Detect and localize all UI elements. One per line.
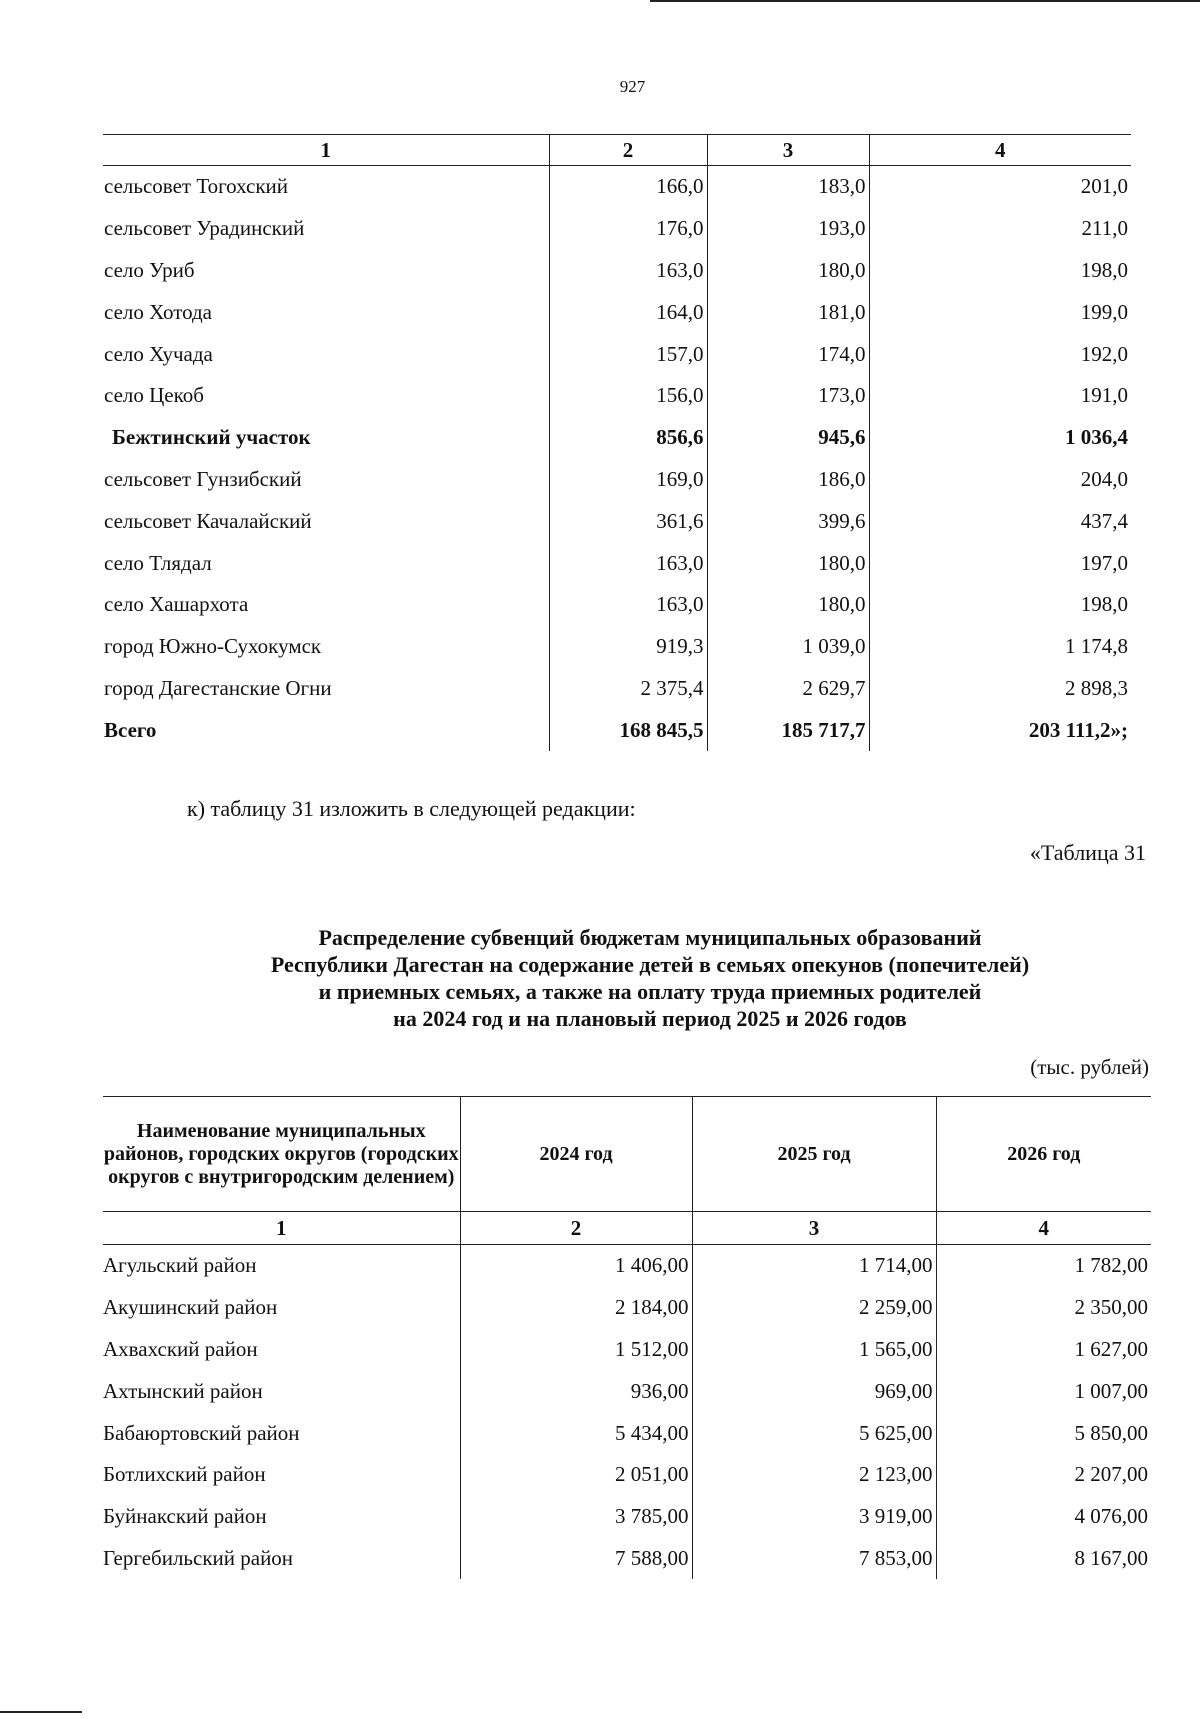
table-title	[180, 924, 1120, 1032]
table-row	[103, 1245, 1151, 1287]
table-row	[103, 1329, 1151, 1371]
table-continuation	[103, 134, 1131, 751]
value-2026: 4 076,00	[936, 1496, 1151, 1538]
row-name: Акушинский район	[103, 1295, 278, 1320]
row-name: Ахвахский район	[103, 1336, 258, 1361]
row-name: город Дагестанские Огни	[104, 675, 332, 700]
value-2025: 174,0	[707, 333, 869, 375]
row-name: село Хотода	[104, 299, 212, 324]
header-name: Наименование муниципальных районов, городских округов (городских округов с внутригородским делением)	[103, 1097, 460, 1212]
value-2024: 361,6	[549, 500, 707, 542]
value-2025: 2 123,00	[692, 1454, 936, 1496]
row-name: Ботлихский район	[103, 1462, 266, 1487]
table-row	[103, 584, 1131, 626]
value-2025: 185 717,7	[707, 709, 869, 751]
value-2025: 180,0	[707, 542, 869, 584]
value-2024: 7 588,00	[460, 1538, 692, 1580]
column-number-row	[103, 135, 1131, 166]
header-2026: 2026 год	[936, 1097, 1151, 1212]
value-2025: 180,0	[707, 584, 869, 626]
table-row	[103, 1538, 1151, 1580]
col-number: 2	[549, 135, 707, 166]
row-name: сельсовет Качалайский	[104, 508, 312, 533]
value-2025: 5 625,00	[692, 1412, 936, 1454]
table-row	[103, 208, 1131, 250]
row-name: Гергебильский район	[103, 1545, 294, 1570]
value-2024: 5 434,00	[460, 1412, 692, 1454]
title-line: Распределение субвенций бюджетам муниципальных образований	[318, 925, 982, 950]
value-2026: 5 850,00	[936, 1412, 1151, 1454]
value-2024: 3 785,00	[460, 1496, 692, 1538]
header-2025: 2025 год	[692, 1097, 936, 1212]
table-row	[103, 1412, 1151, 1454]
value-2026: 8 167,00	[936, 1538, 1151, 1580]
table-row	[103, 166, 1131, 208]
value-2025: 193,0	[707, 208, 869, 250]
row-name: сельсовет Урадинский	[104, 216, 305, 241]
value-2026: 2 898,3	[869, 668, 1131, 710]
value-2024: 1 406,00	[460, 1245, 692, 1287]
table-row	[103, 542, 1131, 584]
row-name: село Уриб	[104, 257, 195, 282]
value-2026: 204,0	[869, 459, 1131, 501]
value-2025: 3 919,00	[692, 1496, 936, 1538]
value-2026: 198,0	[869, 584, 1131, 626]
bottom-rule	[0, 1711, 82, 1713]
table-row	[103, 375, 1131, 417]
value-2026: 2 207,00	[936, 1454, 1151, 1496]
value-2024: 2 184,00	[460, 1287, 692, 1329]
value-2024: 2 375,4	[549, 668, 707, 710]
value-2026: 203 111,2»;	[869, 709, 1131, 751]
value-2024: 163,0	[549, 542, 707, 584]
amendment-paragraph: к) таблицу 31 изложить в следующей редакции:	[187, 796, 636, 821]
value-2025: 1 565,00	[692, 1329, 936, 1371]
value-2026: 1 174,8	[869, 626, 1131, 668]
value-2026: 192,0	[869, 333, 1131, 375]
value-2026: 1 007,00	[936, 1370, 1151, 1412]
value-2026: 191,0	[869, 375, 1131, 417]
value-2026: 1 627,00	[936, 1329, 1151, 1371]
row-name: Бабаюртовский район	[103, 1420, 300, 1445]
table-row	[103, 250, 1131, 292]
col-number: 1	[103, 1212, 460, 1245]
table-row	[103, 1370, 1151, 1412]
row-name: село Цекоб	[104, 383, 204, 408]
value-2025: 945,6	[707, 417, 869, 459]
value-2024: 2 051,00	[460, 1454, 692, 1496]
value-2026: 1 782,00	[936, 1245, 1151, 1287]
table-row	[103, 668, 1131, 710]
column-number-row	[103, 1212, 1151, 1245]
table-row	[103, 333, 1131, 375]
value-2024: 156,0	[549, 375, 707, 417]
page-number: 927	[619, 77, 646, 96]
title-line: и приемных семьях, а также на оплату труда приемных родителей	[318, 979, 982, 1004]
value-2024: 168 845,5	[549, 709, 707, 751]
col-number: 1	[103, 135, 549, 166]
col-number: 3	[707, 135, 869, 166]
value-2024: 163,0	[549, 584, 707, 626]
value-2024: 169,0	[549, 459, 707, 501]
top-rule	[650, 0, 1200, 2]
row-name: село Тлядал	[104, 550, 212, 575]
table-row-subtotal	[103, 417, 1131, 459]
row-name: Агульский район	[103, 1253, 257, 1278]
row-name: Буйнакский район	[103, 1504, 267, 1529]
value-2025: 2 629,7	[707, 668, 869, 710]
col-number: 2	[460, 1212, 692, 1245]
value-2024: 166,0	[549, 166, 707, 208]
value-2026: 201,0	[869, 166, 1131, 208]
value-2025: 183,0	[707, 166, 869, 208]
table-row	[103, 459, 1131, 501]
value-2024: 163,0	[549, 250, 707, 292]
table-label: «Таблица 31	[1029, 840, 1146, 865]
value-2024: 1 512,00	[460, 1329, 692, 1371]
value-2024: 157,0	[549, 333, 707, 375]
value-2026: 2 350,00	[936, 1287, 1151, 1329]
table-row	[103, 1287, 1151, 1329]
value-2025: 181,0	[707, 291, 869, 333]
value-2026: 199,0	[869, 291, 1131, 333]
row-name: село Хашархота	[104, 592, 249, 617]
value-2026: 211,0	[869, 208, 1131, 250]
value-2026: 198,0	[869, 250, 1131, 292]
value-2025: 173,0	[707, 375, 869, 417]
value-2025: 180,0	[707, 250, 869, 292]
value-2025: 2 259,00	[692, 1287, 936, 1329]
table-row	[103, 626, 1131, 668]
value-2024: 936,00	[460, 1370, 692, 1412]
value-2025: 186,0	[707, 459, 869, 501]
row-name: сельсовет Тогохский	[104, 174, 289, 199]
value-2024: 164,0	[549, 291, 707, 333]
value-2024: 176,0	[549, 208, 707, 250]
table-row	[103, 1496, 1151, 1538]
value-2026: 1 036,4	[869, 417, 1131, 459]
table-row	[103, 1454, 1151, 1496]
value-2025: 969,00	[692, 1370, 936, 1412]
row-name: Ахтынский район	[103, 1378, 263, 1403]
value-2026: 197,0	[869, 542, 1131, 584]
col-number: 4	[936, 1212, 1151, 1245]
table-31	[103, 1096, 1151, 1579]
row-name: сельсовет Гунзибский	[104, 466, 302, 491]
value-2025: 1 039,0	[707, 626, 869, 668]
units-note: (тыс. рублей)	[1030, 1055, 1149, 1079]
col-number: 3	[692, 1212, 936, 1245]
row-name: город Южно-Сухокумск	[104, 634, 322, 659]
row-name: Всего	[104, 717, 157, 742]
value-2025: 399,6	[707, 500, 869, 542]
header-row	[103, 1097, 1151, 1212]
header-2024: 2024 год	[460, 1097, 692, 1212]
value-2024: 856,6	[549, 417, 707, 459]
table-row	[103, 291, 1131, 333]
row-name: Бежтинский участок	[112, 425, 311, 450]
col-number: 4	[869, 135, 1131, 166]
title-line: на 2024 год и на плановый период 2025 и 2026 годов	[393, 1006, 907, 1031]
value-2025: 7 853,00	[692, 1538, 936, 1580]
row-name: село Хучада	[104, 341, 213, 366]
table-row-total	[103, 709, 1131, 751]
value-2026: 437,4	[869, 500, 1131, 542]
value-2024: 919,3	[549, 626, 707, 668]
value-2025: 1 714,00	[692, 1245, 936, 1287]
table-row	[103, 500, 1131, 542]
title-line: Республики Дагестан на содержание детей в семьях опекунов (попечителей)	[270, 952, 1030, 977]
